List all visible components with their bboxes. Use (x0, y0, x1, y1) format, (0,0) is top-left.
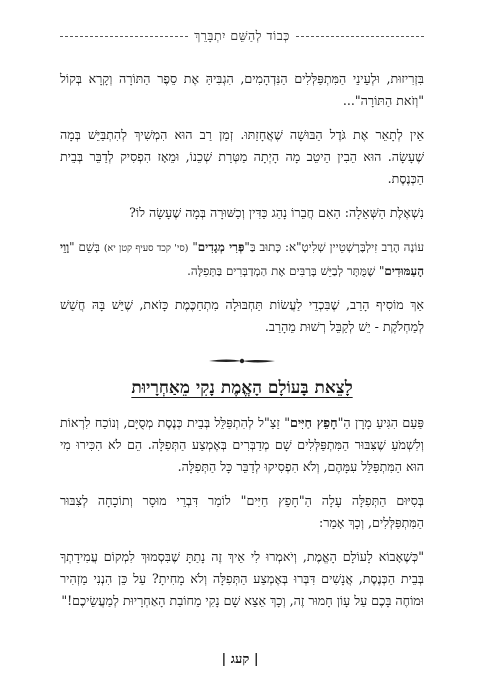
answer-text-c: " שֶׁמֻּתָּר לְבַיֵּשׁ בָּרַבִּים אֶת הַמְדַבְּרִים בַּתְּפִלָּה. (187, 264, 385, 278)
story-text-a: פַּעַם הִגִּיעַ מָרָן הַ" (337, 415, 424, 430)
story-text-b: " זַצַ"ל לְהִתְפַּלֵּל בְּבֵית כְּנֶסֶת מְסֻיָּם, וְנוֹכַח לִרְאוֹת וְלִשְׁמֹעַ שֶׁצִּבּוּר הַמִּתְפַּלְּלִים שָׁם מְדַבְּרִים בְּאֶמְצַע הַתְּפִלָּה. הֵם לֹא הִכִּירוּ מִי הוּא הַמִּתְפַּלֵּל עִמָּהֶם, וְלֹא הִפְסִיקוּ לְדַבֵּר כָּל הַתְּפִלָּה. (60, 415, 424, 474)
running-header (60, 26, 424, 46)
section-title: לָצֵאת בָּעוֹלָם הָאֱמֶת נָקִי מֵאַחְרָיוּת (131, 378, 353, 398)
paragraph-quote: "כְּשֶׁאָבוֹא לָעוֹלָם הָאֱמֶת, וְיֹאמְרוּ לִי אֵיךְ זֶה נָתַתָּ שֶׁבִּסְמוּךְ לִמְקוֹם עֲמִידָתְךָ בְּבֵית הַכְּנֶסֶת, אֲנָשִׁים דִּבְּרוּ בְּאֶמְצַע הַתְּפִלָּה וְלֹא מָחִיתָ? עַל כֵּן הִנְנִי מַזְהִיר וּמוֹחֶה בָּכֶם עַל עָוֹן חָמוּר זֶה, וְכָךְ אֵצֵא שָׁם נָקִי מֵחוֹבַת הָאַחְרָיוּת לְמַעֲשֵׂיכֶם!" (60, 549, 424, 608)
page-number: | קעג | (221, 652, 259, 667)
book-title-vavei-haamudim: וָוֵי הָעַמּוּדִים (60, 240, 424, 278)
book-title-pri-megadim: פְּרִי מְגָדִים (197, 240, 245, 254)
answer-text-a: עוֹנֶה הָרַב זִילְבֶּרְשְׁטֵיין שְׁלִיטָ"א: כָּתוּב בַּ" (244, 240, 424, 254)
paragraph: אַךְ מוֹסִיף הָרַב, שֶׁבִּכְדֵי לַעֲשׂוֹת תַּחְבּוּלָה מִתְחַכֶּמֶת כָּזֹאת, שֶׁיֵּשׁ בָּהּ חֲשַׁשׁ לְמַחְלֹקֶת - יֵשׁ לְקַבֵּל רְשׁוּת מֵהָרַב. (60, 297, 424, 334)
running-header-title: כְּבוֹד לְהַשֵּׁם יִתְבָּרֵךְ (194, 28, 290, 43)
chafetz-chaim-name: חָפֵץ חַיִּים (290, 415, 338, 430)
paragraph: בְּסִיּוּם הַתְּפִלָּה עָלָה הַ"חָפֵץ חַיִּים" לוֹמַר דִּבְרֵי מוּסָר וְתוֹכָחָה לְצִבּוּר הַמִּתְפַּלְּלִים, וְכָךְ אָמַר: (60, 493, 424, 530)
paragraph: בִּזְרִיזוּת, וּלְעֵינֵי הַמִּתְפַּלְּלִים הַנִּדְהָמִים, הִגְבִּיהַּ אֶת סֵפֶר הַתּוֹרָה וְקָרָא בְּקוֹל "וְזֹאת הַתּוֹרָה"... (60, 71, 424, 108)
paragraph-question: נִשְׁאֶלֶת הַשְּׁאֵלָה: הַאִם חֲבֵרוֹ נָהַג כַּדִּין וְכַשּׁוּרָה בְּמָה שֶׁעָשָׂה לוֹ? (129, 205, 424, 220)
source-reference: (סי' קכד סעיף קטן יא) (103, 243, 189, 254)
document-page (60, 26, 424, 624)
paragraph (60, 412, 424, 478)
header-rule-right (296, 36, 424, 37)
section-divider-ornament (60, 356, 424, 366)
paragraph: אֵין לְתָאֵר אֶת גֹּדֶל הַבּוּשָׁה שֶׁאֲחָזַתּוּ. זְמַן רַב הוּא הִמְשִׁיךְ לְהִתְבַּיֵּשׁ בְּמָה שֶׁעָשָׂה. הוּא הֵבִין הֵיטֵב מָה הָיְתָה מַטְּרַת שְׁכֵנוֹ, וּמֵאָז הִפְסִיק לְדַבֵּר בְּבֵית הַכְּנֶסֶת. (60, 127, 424, 186)
paragraph-rabbi-answer: עוֹנֶה הָרַב זִילְבֶּרְשְׁטֵיין שְׁלִיטָ"א: כָּתוּב בַּ"פְּרִי מְגָדִים" (סי' קכד סעיף קטן יא) בְּשֵׁם "וָוֵי הָעַמּוּדִים" שֶׁמֻּתָּר לְבַיֵּשׁ בָּרַבִּים אֶת הַמְדַבְּרִים בַּתְּפִלָּה. (60, 240, 424, 278)
answer-text-b: בְּשֵׁם " (69, 240, 104, 254)
header-rule-left (60, 36, 188, 37)
